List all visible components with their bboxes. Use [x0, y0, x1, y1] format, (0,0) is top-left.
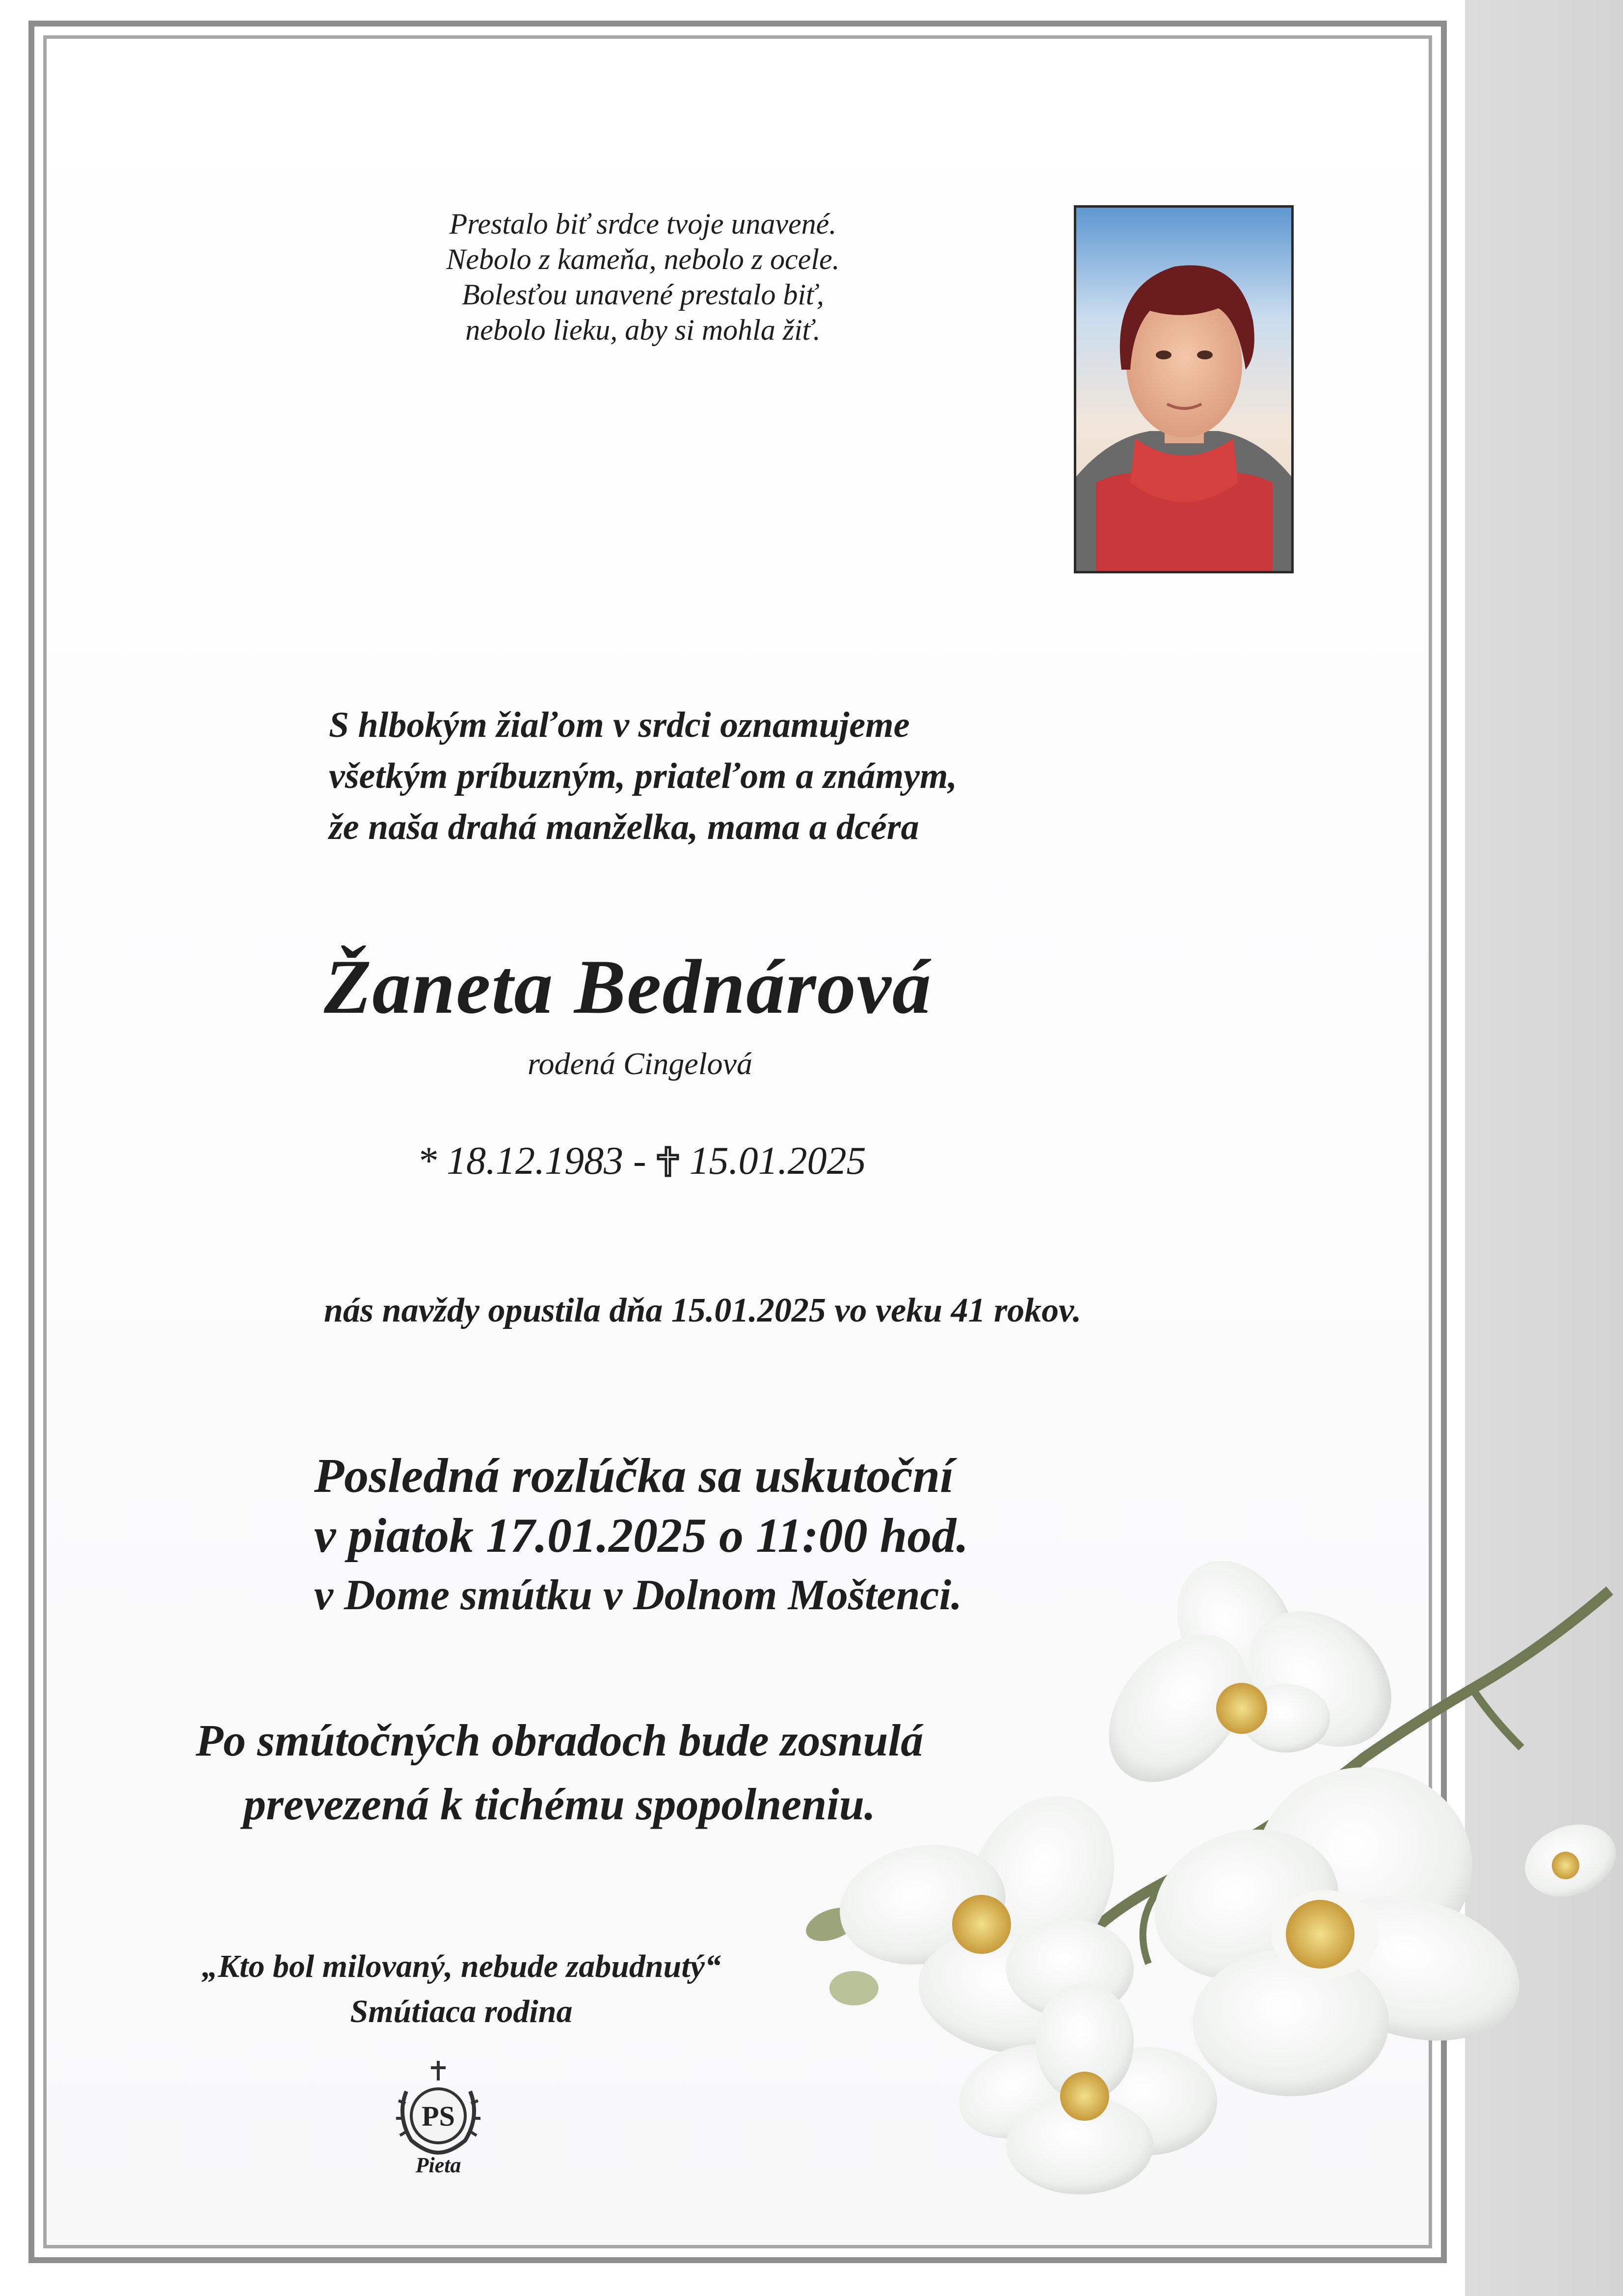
death-date: 15.01.2025 [689, 1139, 866, 1183]
intro-line: S hlbokým žiaľom v srdci oznamujeme [329, 705, 910, 745]
passing-statement: nás navždy opustila dňa 15.01.2025 vo veku 41 rokov. [324, 1292, 1082, 1329]
life-dates [417, 1139, 866, 1184]
poem-line: nebolo lieku, aby si mohla žiť. [465, 314, 821, 346]
logo-label: Pieta [415, 2153, 461, 2177]
ceremony-line: v Dome smútku v Dolnom Moštenci. [314, 1571, 962, 1619]
orchid-decoration [775, 1561, 1623, 2224]
ceremony-line: v piatok 17.01.2025 o 11:00 hod. [314, 1508, 969, 1563]
intro-line: všetkým príbuzným, priateľom a známym, [329, 756, 958, 796]
after-line: Po smútočných obradoch bude zosnulá [195, 1715, 924, 1765]
maiden-name: rodená Cingelová [528, 1046, 752, 1081]
orchid-flower [1138, 1767, 1536, 2096]
poem-line: Nebolo z kameňa, nebolo z ocele. [446, 243, 840, 275]
poem [353, 206, 932, 348]
intro-line: že naša drahá manželka, mama a dcéra [329, 807, 919, 847]
portrait-figure [1076, 208, 1291, 571]
portrait-photo [1074, 205, 1294, 573]
after-line: prevezená k tichému spopolneniu. [243, 1779, 876, 1829]
orchid-bud [1515, 1812, 1623, 1909]
birth-date: * 18.12.1983 - [417, 1139, 646, 1183]
poem-line: Prestalo biť srdce tvoje unavené. [449, 208, 837, 240]
cross-icon [655, 1145, 681, 1178]
ceremony-line: Posledná rozlúčka sa uskutoční [314, 1448, 954, 1503]
poem-line: Bolesťou unavené prestalo biť, [462, 278, 824, 311]
logo-monogram: PS [422, 2100, 455, 2132]
family-signature: Smútiaca rodina [350, 1994, 573, 2029]
deceased-name: Žaneta Bednárová [324, 944, 932, 1030]
announcement-intro [329, 700, 957, 853]
closing-quote: „Kto bol milovaný, nebude zabudnutý“ [202, 1948, 721, 1984]
closing-quote-block [93, 1944, 829, 2034]
